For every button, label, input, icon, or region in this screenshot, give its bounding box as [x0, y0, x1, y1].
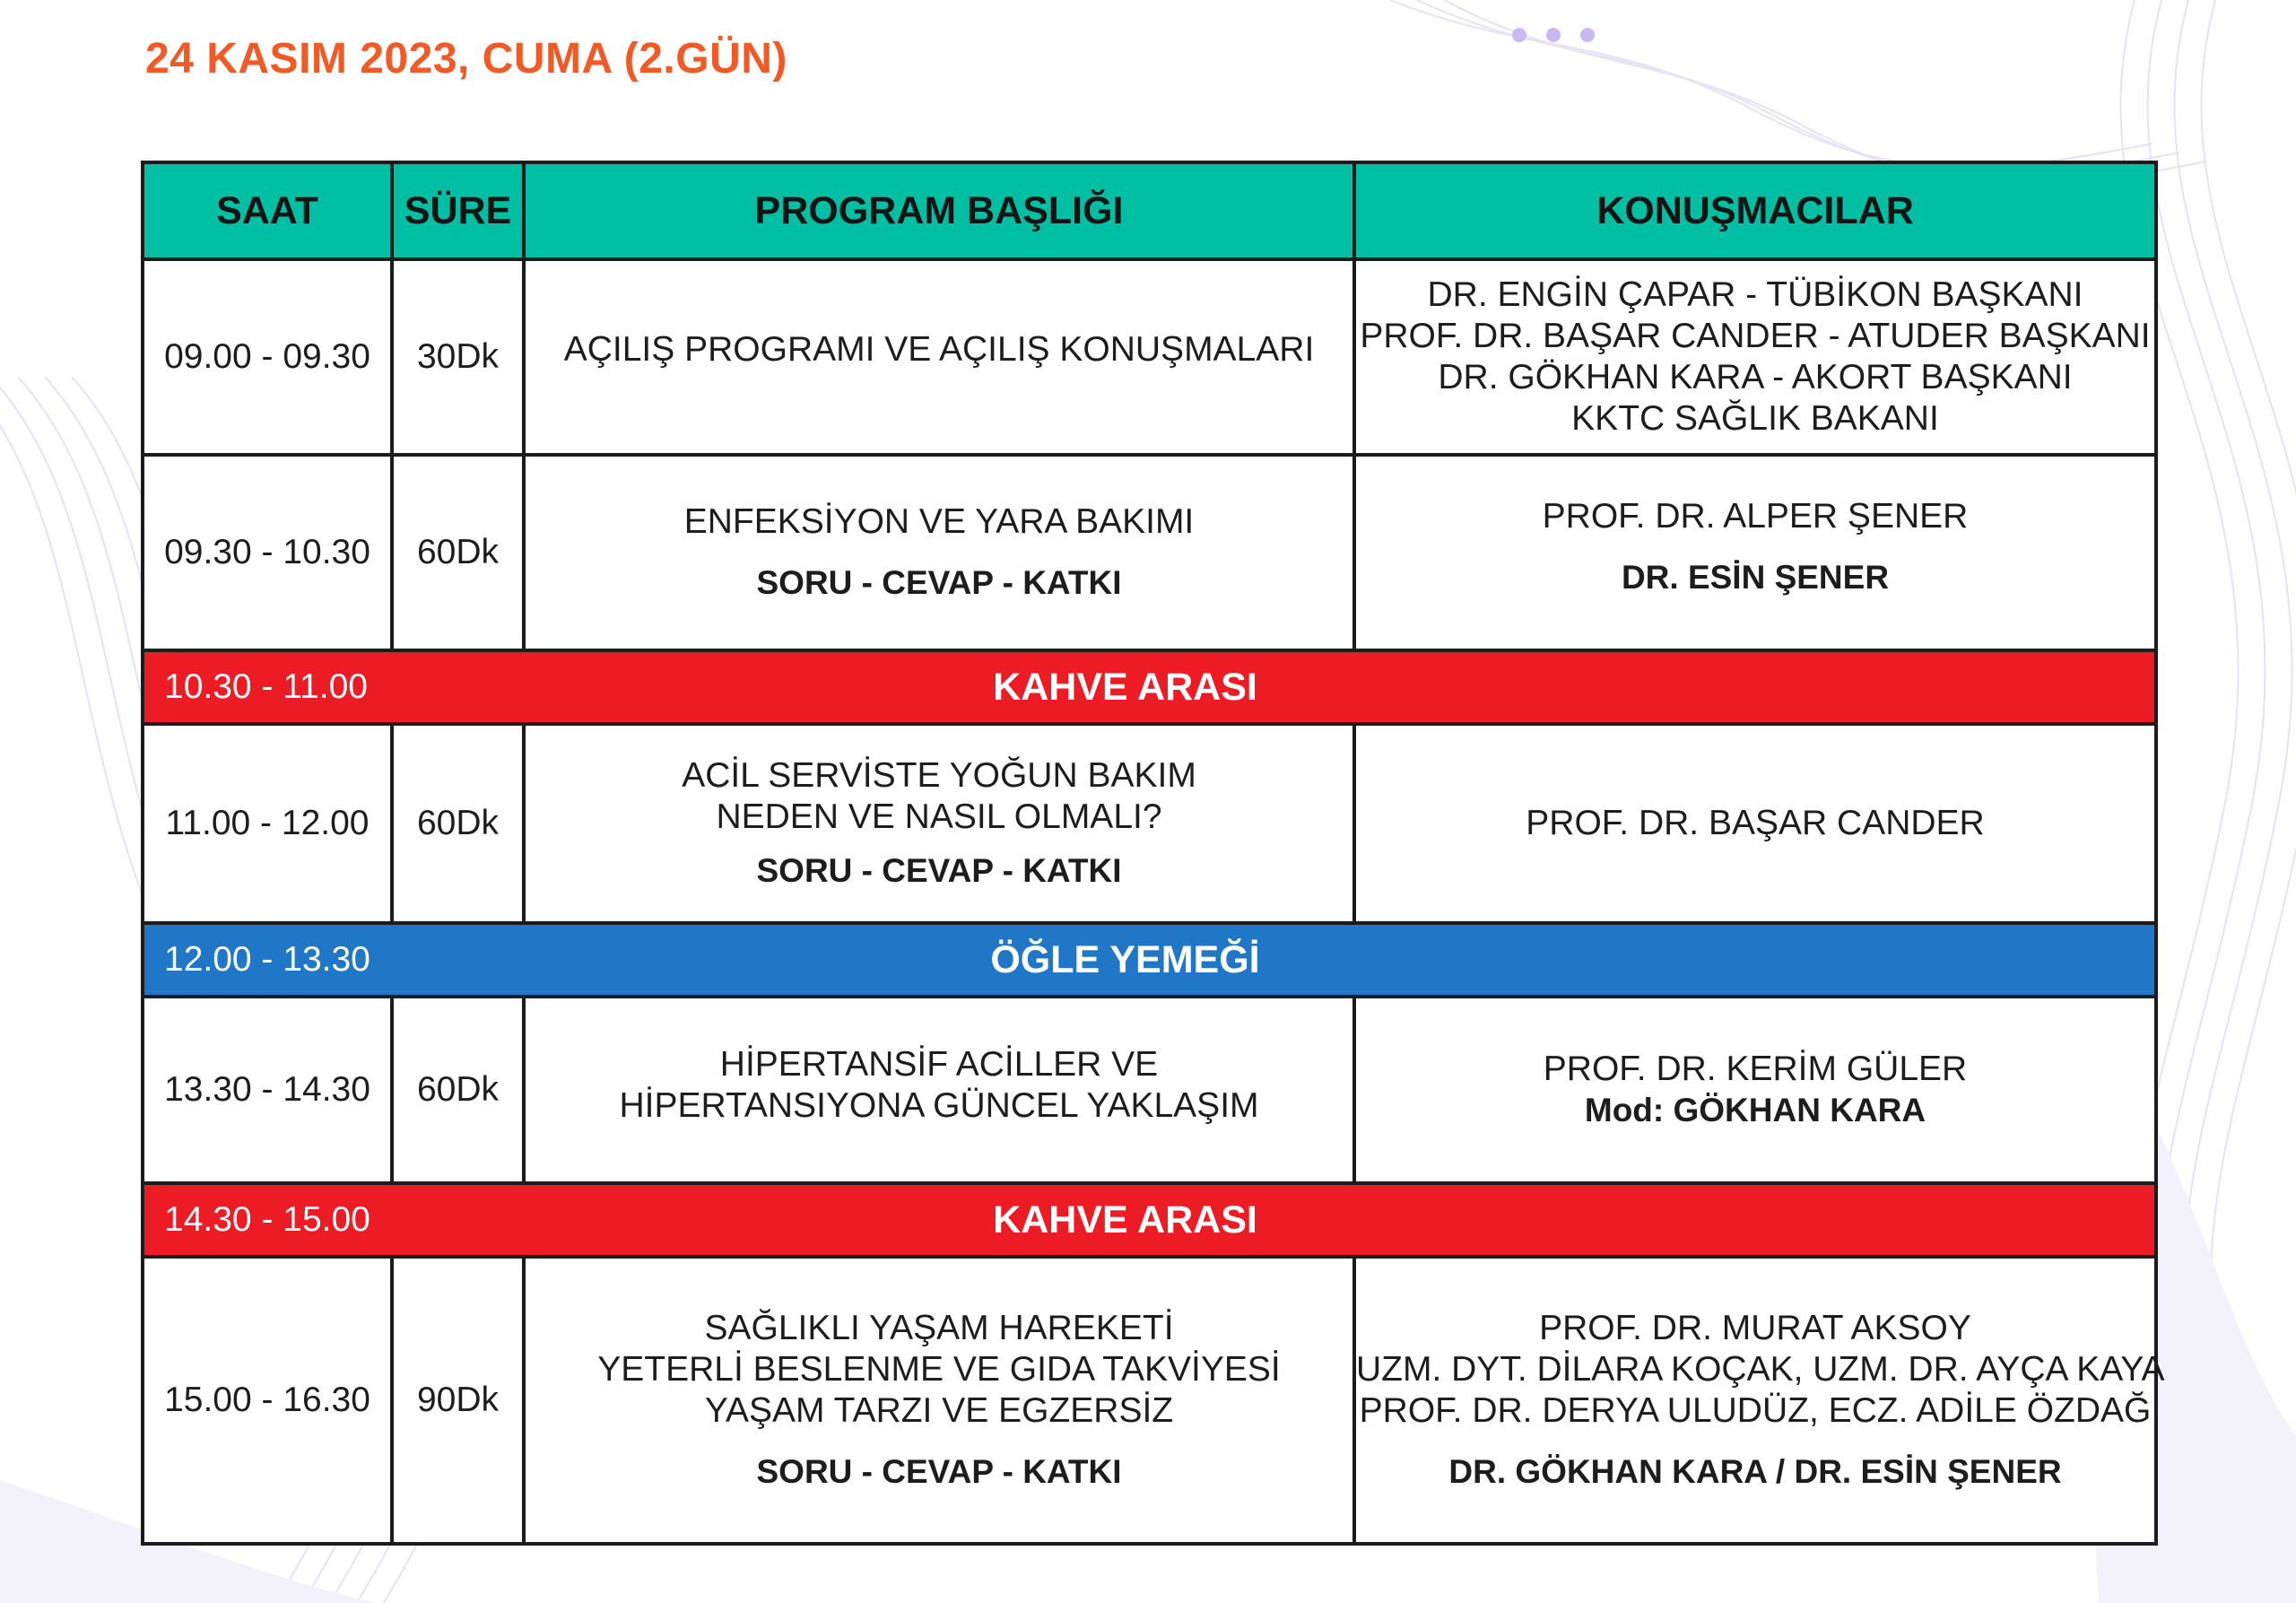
coffee-break-row: [143, 650, 2156, 724]
session-qa-label: SORU - CEVAP - KATKI: [756, 564, 1122, 601]
session-title: [524, 455, 1354, 650]
session-title-line: AÇILIŞ PROGRAMI VE AÇILIŞ KONUŞMALARI: [563, 330, 1315, 369]
session-row: [143, 724, 2156, 923]
session-time: 13.30 - 14.30: [143, 997, 392, 1183]
session-duration: 90Dk: [392, 1257, 524, 1544]
session-title-line: HİPERTANSIYONA GÜNCEL YAKLAŞIM: [619, 1086, 1259, 1125]
session-qa-label: SORU - CEVAP - KATKI: [756, 852, 1122, 889]
session-time: 11.00 - 12.00: [143, 724, 392, 923]
speaker-line: PROF. DR. DERYA ULUDÜZ, ECZ. ADİLE ÖZDAĞ: [1359, 1391, 2152, 1430]
header-konusmacilar: KONUŞMACILAR: [1354, 162, 2156, 259]
speaker-line: PROF. DR. BAŞAR CANDER - ATUDER BAŞKANI: [1360, 317, 2151, 355]
schedule-table: [141, 161, 2165, 1546]
session-speakers: [1354, 259, 2156, 455]
session-speakers: [1354, 1257, 2165, 1544]
session-duration: 60Dk: [392, 724, 524, 923]
dot-icon: [1512, 28, 1526, 42]
speaker-line: PROF. DR. ALPER ŞENER: [1542, 497, 1969, 536]
session-row: [143, 1257, 2156, 1544]
session-speakers: [1354, 997, 2156, 1183]
session-speakers: [1354, 455, 2156, 650]
speaker-line: DR. GÖKHAN KARA - AKORT BAŞKANI: [1438, 358, 2073, 396]
speaker-line: PROF. DR. MURAT AKSOY: [1539, 1309, 1971, 1347]
session-title-line: YETERLİ BESLENME VE GIDA TAKVİYESİ: [597, 1350, 1281, 1389]
session-title: [524, 997, 1354, 1183]
coffee-break-row: [143, 1183, 2156, 1257]
session-title: [524, 724, 1354, 923]
session-row: [143, 455, 2156, 650]
speaker-moderator: Mod: GÖKHAN KARA: [1584, 1092, 1926, 1128]
table-header-row: [143, 162, 2156, 259]
decorative-dots: [1512, 28, 1595, 42]
session-duration: 30Dk: [392, 259, 524, 455]
break-label: KAHVE ARASI: [392, 1183, 2156, 1257]
dot-icon: [1546, 28, 1561, 42]
break-label: KAHVE ARASI: [392, 650, 2156, 724]
break-time: 14.30 - 15.00: [143, 1183, 392, 1257]
break-time: 10.30 - 11.00: [143, 650, 392, 724]
session-title: [524, 1257, 1354, 1544]
dot-icon: [1580, 28, 1595, 42]
header-program-basligi: PROGRAM BAŞLIĞI: [524, 162, 1354, 259]
speaker-line: UZM. DYT. DİLARA KOÇAK, UZM. DR. AYÇA KAYA: [1356, 1350, 2165, 1389]
speaker-line: KKTC SAĞLIK BAKANI: [1571, 399, 1939, 438]
lunch-break-row: [143, 923, 2156, 997]
break-time: 12.00 - 13.30: [143, 923, 392, 997]
session-time: 09.30 - 10.30: [143, 455, 392, 650]
session-row: [143, 259, 2156, 455]
speaker-line: DR. ENGİN ÇAPAR - TÜBİKON BAŞKANI: [1427, 275, 2083, 314]
session-title: [524, 259, 1354, 455]
header-sure: SÜRE: [392, 162, 524, 259]
session-title-line: ENFEKSİYON VE YARA BAKIMI: [683, 502, 1195, 541]
speaker-moderator: DR. ESİN ŞENER: [1621, 559, 1890, 596]
session-speakers: [1354, 724, 2156, 923]
header-saat: SAAT: [143, 162, 392, 259]
session-title-line: HİPERTANSİF ACİLLER VE: [719, 1045, 1159, 1084]
session-time: 15.00 - 16.30: [143, 1257, 392, 1544]
session-title-line: SAĞLIKLI YAŞAM HAREKETİ: [704, 1309, 1174, 1347]
session-title-line: NEDEN VE NASIL OLMALI?: [716, 797, 1162, 836]
speaker-moderator: DR. GÖKHAN KARA / DR. ESİN ŞENER: [1448, 1453, 2062, 1490]
break-label: ÖĞLE YEMEĞİ: [392, 923, 2156, 997]
session-row: [143, 997, 2156, 1183]
day-title: 24 KASIM 2023, CUMA (2.GÜN): [145, 35, 787, 83]
session-time: 09.00 - 09.30: [143, 259, 392, 455]
session-title-line: ACİL SERVİSTE YOĞUN BAKIM: [682, 756, 1196, 795]
speaker-line: PROF. DR. KERİM GÜLER: [1543, 1050, 1968, 1088]
session-title-line: YAŞAM TARZI VE EGZERSİZ: [704, 1391, 1174, 1430]
session-duration: 60Dk: [392, 997, 524, 1183]
speaker-line: PROF. DR. BAŞAR CANDER: [1526, 804, 1985, 842]
session-qa-label: SORU - CEVAP - KATKI: [756, 1453, 1122, 1490]
session-duration: 60Dk: [392, 455, 524, 650]
